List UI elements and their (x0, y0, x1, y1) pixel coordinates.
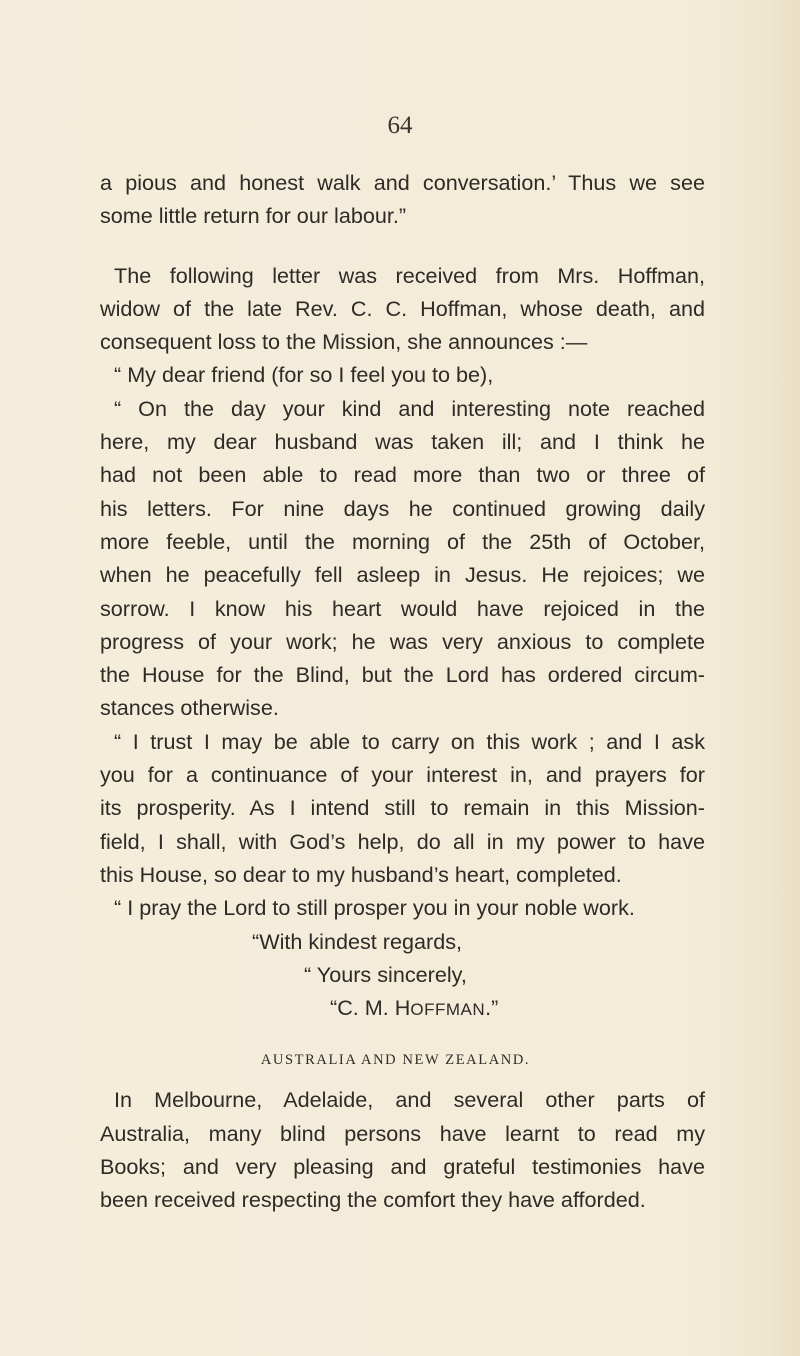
text-line: progress of your work; he was very anxious to complete (100, 628, 705, 654)
signature-prefix: “C. M. H (330, 995, 411, 1021)
section-heading: AUSTRALIA AND NEW ZEALAND. (260, 1052, 531, 1069)
text-line: “ I trust I may be able to carry on this work ; and I ask (114, 728, 705, 754)
letter-closing-yours: “ Yours sincerely, (304, 961, 467, 987)
text-line: The following letter was received from Mrs. Hoffman, (114, 262, 705, 288)
paragraph-gap (100, 233, 705, 259)
letter-closing-regards: “With kindest regards, (252, 928, 463, 954)
text-line: “ On the day your kind and interesting note reached (114, 395, 705, 421)
text-line: more feeble, until the morning of the 25th of October, (100, 528, 705, 554)
text-line: Australia, many blind persons have learnt to read my (100, 1120, 705, 1146)
text-line: been received respecting the comfort they have afforded. (100, 1187, 646, 1213)
text-line: sorrow. I know his heart would have rejoiced in the (100, 595, 705, 621)
page-number: 64 (387, 112, 413, 139)
text-line: you for a continuance of your interest in, and prayers for (100, 762, 705, 788)
text-line: Books; and very pleasing and grateful testimonies have (100, 1154, 705, 1180)
text-line: the House for the Blind, but the Lord has ordered circum- (100, 662, 705, 688)
letter-signature (100, 991, 705, 1024)
signature-suffix: .” (485, 995, 499, 1021)
letter-salutation: “ My dear friend (for so I feel you to be), (114, 362, 494, 388)
text-line: stances otherwise. (100, 695, 279, 721)
text-line: some little return for our labour.” (100, 203, 407, 229)
text-line: had not been able to read more than two or three of (100, 462, 705, 488)
text-line: its prosperity. As I intend still to remain in this Mission- (100, 795, 705, 821)
text-line: consequent loss to the Mission, she announces :— (100, 329, 588, 355)
text-line: a pious and honest walk and conversation.’ Thus we see (100, 170, 705, 195)
text-line: this House, so dear to my husband’s heart, completed. (100, 861, 622, 887)
page-body (100, 166, 705, 1217)
text-line: “ I pray the Lord to still prosper you in your noble work. (114, 895, 635, 921)
text-line: field, I shall, with God’s help, do all in my power to have (100, 828, 705, 854)
signature-smallcaps: OFFMAN (410, 1000, 486, 1020)
text-line: In Melbourne, Adelaide, and several other parts of (114, 1087, 705, 1113)
text-line: widow of the late Rev. C. C. Hoffman, whose death, and (100, 295, 705, 321)
text-line: when he peacefully fell asleep in Jesus. He rejoices; we (100, 562, 705, 588)
text-line: his letters. For nine days he continued growing daily (100, 495, 705, 521)
text-line: here, my dear husband was taken ill; and I think he (100, 429, 705, 455)
